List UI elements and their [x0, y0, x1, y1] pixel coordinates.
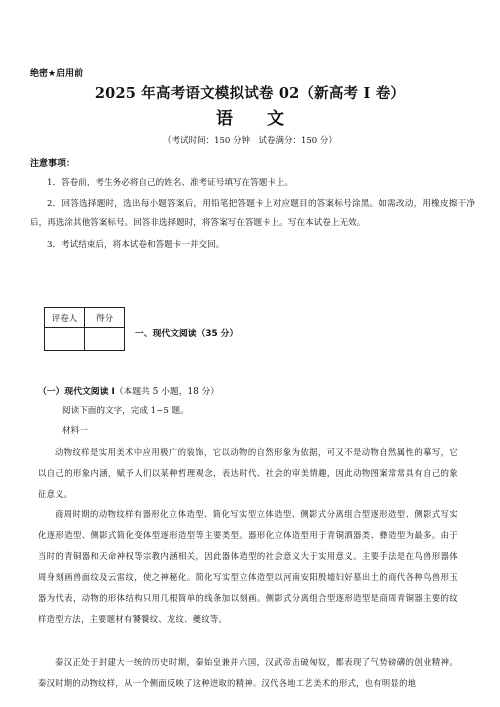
- notice-heading: 注意事项：: [30, 159, 76, 169]
- notice-item: 1．答卷前，考生务必将自己的姓名、准考证号填写在答题卡上。: [47, 178, 294, 188]
- exam-title: 2025 年高考语文模拟试卷 02（新高考 I 卷）: [94, 85, 406, 102]
- reading-instruction: 阅读下面的文字，完成 1~5 题。: [62, 406, 189, 416]
- sub-section-detail: （本题共 5 小题，18 分）: [114, 387, 220, 397]
- secret-label: 绝密★启用前: [30, 69, 84, 79]
- exam-info: （考试时间：150 分钟 试卷满分：150 分）: [163, 136, 337, 146]
- sub-section-heading: [38, 384, 219, 397]
- score-table-grader-cell: [45, 328, 85, 351]
- score-table-grader-header: 评卷人: [45, 308, 85, 328]
- score-table-score-cell: [85, 328, 125, 351]
- notice-item: 2．回答选择题时，选出每小题答案后，用铅笔把答题卡上对应题目的答案标号涂黑。如需改动，用橡皮擦干净后，再选涂其他答案标号。回答非选择题时，将答案写在答题卡上。写在本试卷上无效。: [30, 199, 475, 228]
- passage-paragraph: 秦汉正处于封建大一统的历史时期，秦始皇兼并六国，汉武帝击破匈奴，都表现了气势磅礴的创业精神。秦汉时期的动物纹样，从一个侧面反映了这种进取的精神。汉代各地工艺美术的形式，也有明显的地: [38, 657, 458, 688]
- score-table-score-header: 得分: [85, 308, 125, 328]
- material-label: 材料一: [62, 426, 88, 436]
- section-title: 一、现代文阅读（35 分）: [135, 329, 239, 339]
- score-table: [44, 307, 125, 351]
- passage-paragraph: 动物纹样是实用美术中应用极广的装饰，它以动物的自然形象为依据，可又不是动物自然属性的摹写，它以自己的形象内涵，赋予人们以某种哲理观念，表达时代、社会的审美情趣，因此动物图案常常具有自己的象征意义。: [38, 447, 458, 499]
- notice-item: 3．考试结束后，将本试卷和答题卡一并交回。: [47, 240, 225, 250]
- subject-title: 语 文: [216, 109, 298, 129]
- sub-section-label: （一）现代文阅读 I: [38, 387, 115, 397]
- passage-paragraph: 商周时期的动物纹样有器形化立体造型、简化写实型立体造型、侧影式分离组合型逐形造型、侧影式写实化逐形造型、侧影式简化变体型逐形造型等主要类型。器形化立体造型用于青铜酒器类、彝造型为最多。由于当时的青铜器和天命神权等宗教内涵相关，因此器体造型的社会意义大于实用意义。主要手法是在鸟兽形器体周身刻画兽面纹及云雷纹，使之神秘化。简化写实型立体造型以河南安阳殷墟妇好墓出土的商代各种鸟兽形玉器为代表，动物的形体结构只用几根简单的线条加以刻画。侧影式分离组合型逐形造型是商周青铜器主要的纹样造型方法，主要题材有饕餮纹、龙纹、夔纹等。: [38, 509, 458, 624]
